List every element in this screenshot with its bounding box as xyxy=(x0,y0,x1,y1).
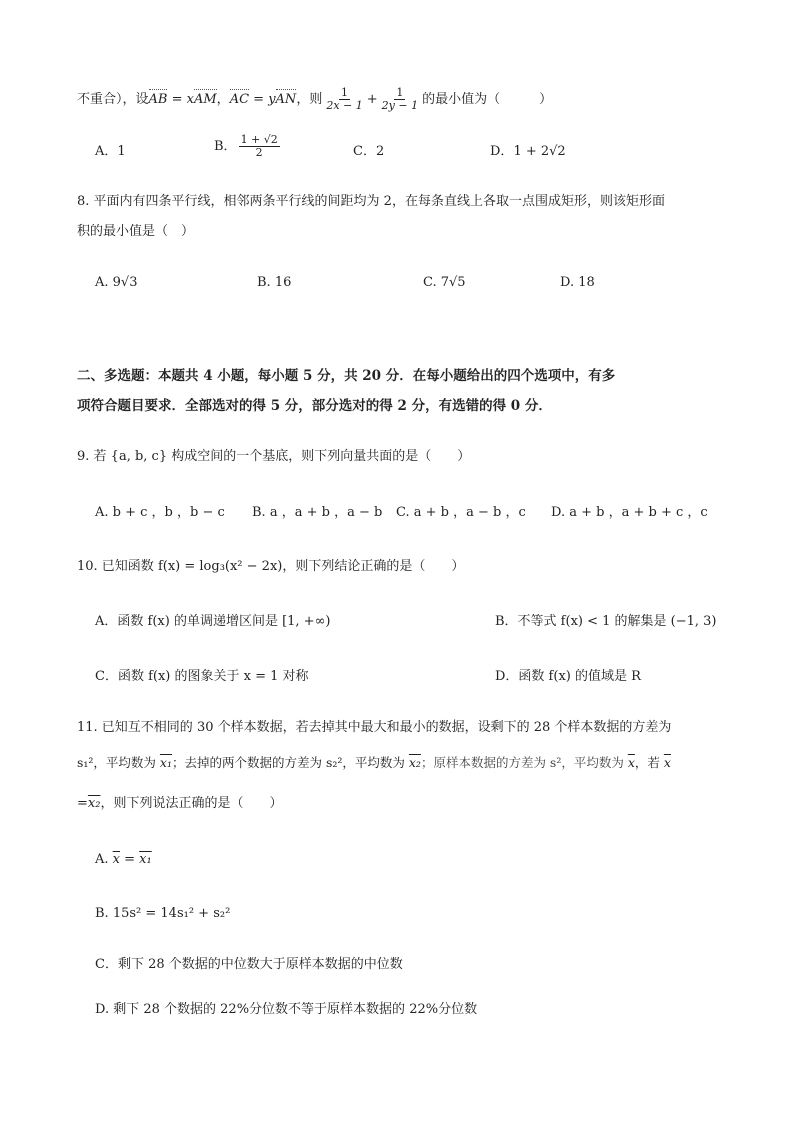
q7-plus: + xyxy=(366,92,378,107)
q7-option-b xyxy=(214,134,282,159)
q7-option-a: A．1 xyxy=(95,144,126,159)
q7-eq-x: = x xyxy=(167,92,194,107)
q7-stem-text: 不重合），设 xyxy=(77,92,149,107)
q7-option-b-num: 1 + √2 xyxy=(240,133,278,146)
q7-option-d xyxy=(490,142,566,162)
q9-option-a: A. b + c ，b ，b − c xyxy=(95,505,225,520)
q8-option-b: B. 16 xyxy=(257,275,292,290)
q7-eq-y: = y xyxy=(249,92,276,107)
vector-an: AN xyxy=(276,90,297,110)
q7-option-d-value: 1 + 2√2 xyxy=(513,144,566,159)
q7-option-b-label: B． xyxy=(214,139,237,154)
q11-option-a-x1: x₁ xyxy=(139,852,152,867)
q7-fraction-1 xyxy=(324,87,364,112)
q11-mean-x: $\overline{x}$ xyxy=(627,755,635,770)
q11-line2-part-a: s₁²，平均数为 xyxy=(77,755,160,770)
q10-option-d: D．函数 f(x) 的值域是 R xyxy=(495,669,641,684)
vector-am: AM xyxy=(194,90,217,110)
q9-option-c: C. a + b ，a − b ，c xyxy=(396,505,526,520)
q7-stem xyxy=(77,87,552,112)
vector-ab: AB xyxy=(149,90,168,110)
q7-option-b-fraction xyxy=(239,134,280,159)
q11-option-c: C．剩下 28 个数据的中位数大于原样本数据的中位数 xyxy=(95,957,403,972)
q7-option-c: C．2 xyxy=(353,144,385,159)
q7-fraction-2-den: 2y − 1 xyxy=(381,99,419,112)
q7-stem-tail: 的最小值为（ ） xyxy=(422,92,553,107)
q7-fraction-1-num: 1 xyxy=(341,86,349,99)
q10-stem: 10. 已知函数 f(x) = log₃(x² − 2x)，则下列结论正确的是（ ） xyxy=(77,559,465,574)
q8-stem-line-1: 8. 平面内有四条平行线，相邻两条平行线的间距均为 2，在每条直线上各取一点围成矩形，则该矩形面 xyxy=(77,194,665,209)
q10-option-b: B．不等式 f(x) < 1 的解集是 (−1, 3) xyxy=(495,614,717,629)
q7-option-b-den: 2 xyxy=(255,146,263,159)
q11-stem-line-3 xyxy=(77,794,282,814)
q11-line3-tail: ，则下列说法正确的是（ ） xyxy=(100,796,283,811)
q11-line2-part-e: ；原样本数据的方差为 s²，平均数为 xyxy=(420,755,628,770)
section-2-heading-line-2: 项符合题目要求．全部选对的得 5 分，部分选对的得 2 分，有选错的得 0 分． xyxy=(77,398,552,414)
q11-option-b: B. 15s² = 14s₁² + s₂² xyxy=(95,906,231,921)
q11-mean-x2: x₂ xyxy=(408,755,421,770)
q8-option-a: A. 9√3 xyxy=(95,275,138,290)
q11-line3-equals: = xyxy=(77,796,88,811)
q11-line3-mean-x2: x₂ xyxy=(87,796,101,811)
q8-option-d: D. 18 xyxy=(560,275,595,290)
q11-stem-line-1: 11. 已知互不相同的 30 个样本数据，若去掉其中最大和最小的数据，设剩下的 28 个样本数据的方差为 xyxy=(77,720,672,735)
q10-option-a: A．函数 f(x) 的单调递增区间是 [1, +∞) xyxy=(95,614,331,629)
q7-then: ，则 xyxy=(296,92,323,107)
q7-fraction-2 xyxy=(380,87,420,112)
q9-option-b: B. a ，a + b ，a − b xyxy=(252,505,383,520)
q7-option-d-label: D． xyxy=(490,144,514,159)
vector-ac: AC xyxy=(230,90,249,110)
q7-comma: ， xyxy=(216,92,230,107)
q7-fraction-2-num: 1 xyxy=(396,86,404,99)
q11-option-a-eq: = xyxy=(120,852,140,867)
q9-option-d: D. a + b ，a + b + c ，c xyxy=(551,505,708,520)
q8-stem-line-2: 积的最小值是（ ） xyxy=(77,224,195,239)
q11-option-a xyxy=(95,850,152,870)
q11-mean-x-end: $\overline{x}$ xyxy=(663,755,671,770)
q8-option-c: C. 7√5 xyxy=(423,275,466,290)
q10-option-c: C．函数 f(x) 的图象关于 x = 1 对称 xyxy=(95,669,309,684)
section-2-heading-line-1: 二、多选题：本题共 4 小题，每小题 5 分，共 20 分．在每小题给出的四个选项中，有多 xyxy=(77,368,616,384)
q11-mean-x1: x₁ xyxy=(159,755,172,770)
q11-line2-part-c: ；去掉的两个数据的方差为 s₂²，平均数为 xyxy=(171,755,409,770)
q9-stem: 9. 若 {a, b, c} 构成空间的一个基底，则下列向量共面的是（ ） xyxy=(77,449,471,464)
q11-option-a-label: A. xyxy=(95,852,113,867)
q11-line2-part-g: ，若 xyxy=(634,755,664,770)
q11-option-d: D. 剩下 28 个数据的 22%分位数不等于原样本数据的 22%分位数 xyxy=(95,1002,478,1017)
q7-fraction-1-den: 2x − 1 xyxy=(326,99,363,112)
q11-option-a-x: $\overline{x}$ xyxy=(112,852,120,867)
q11-stem-line-2 xyxy=(77,753,671,773)
